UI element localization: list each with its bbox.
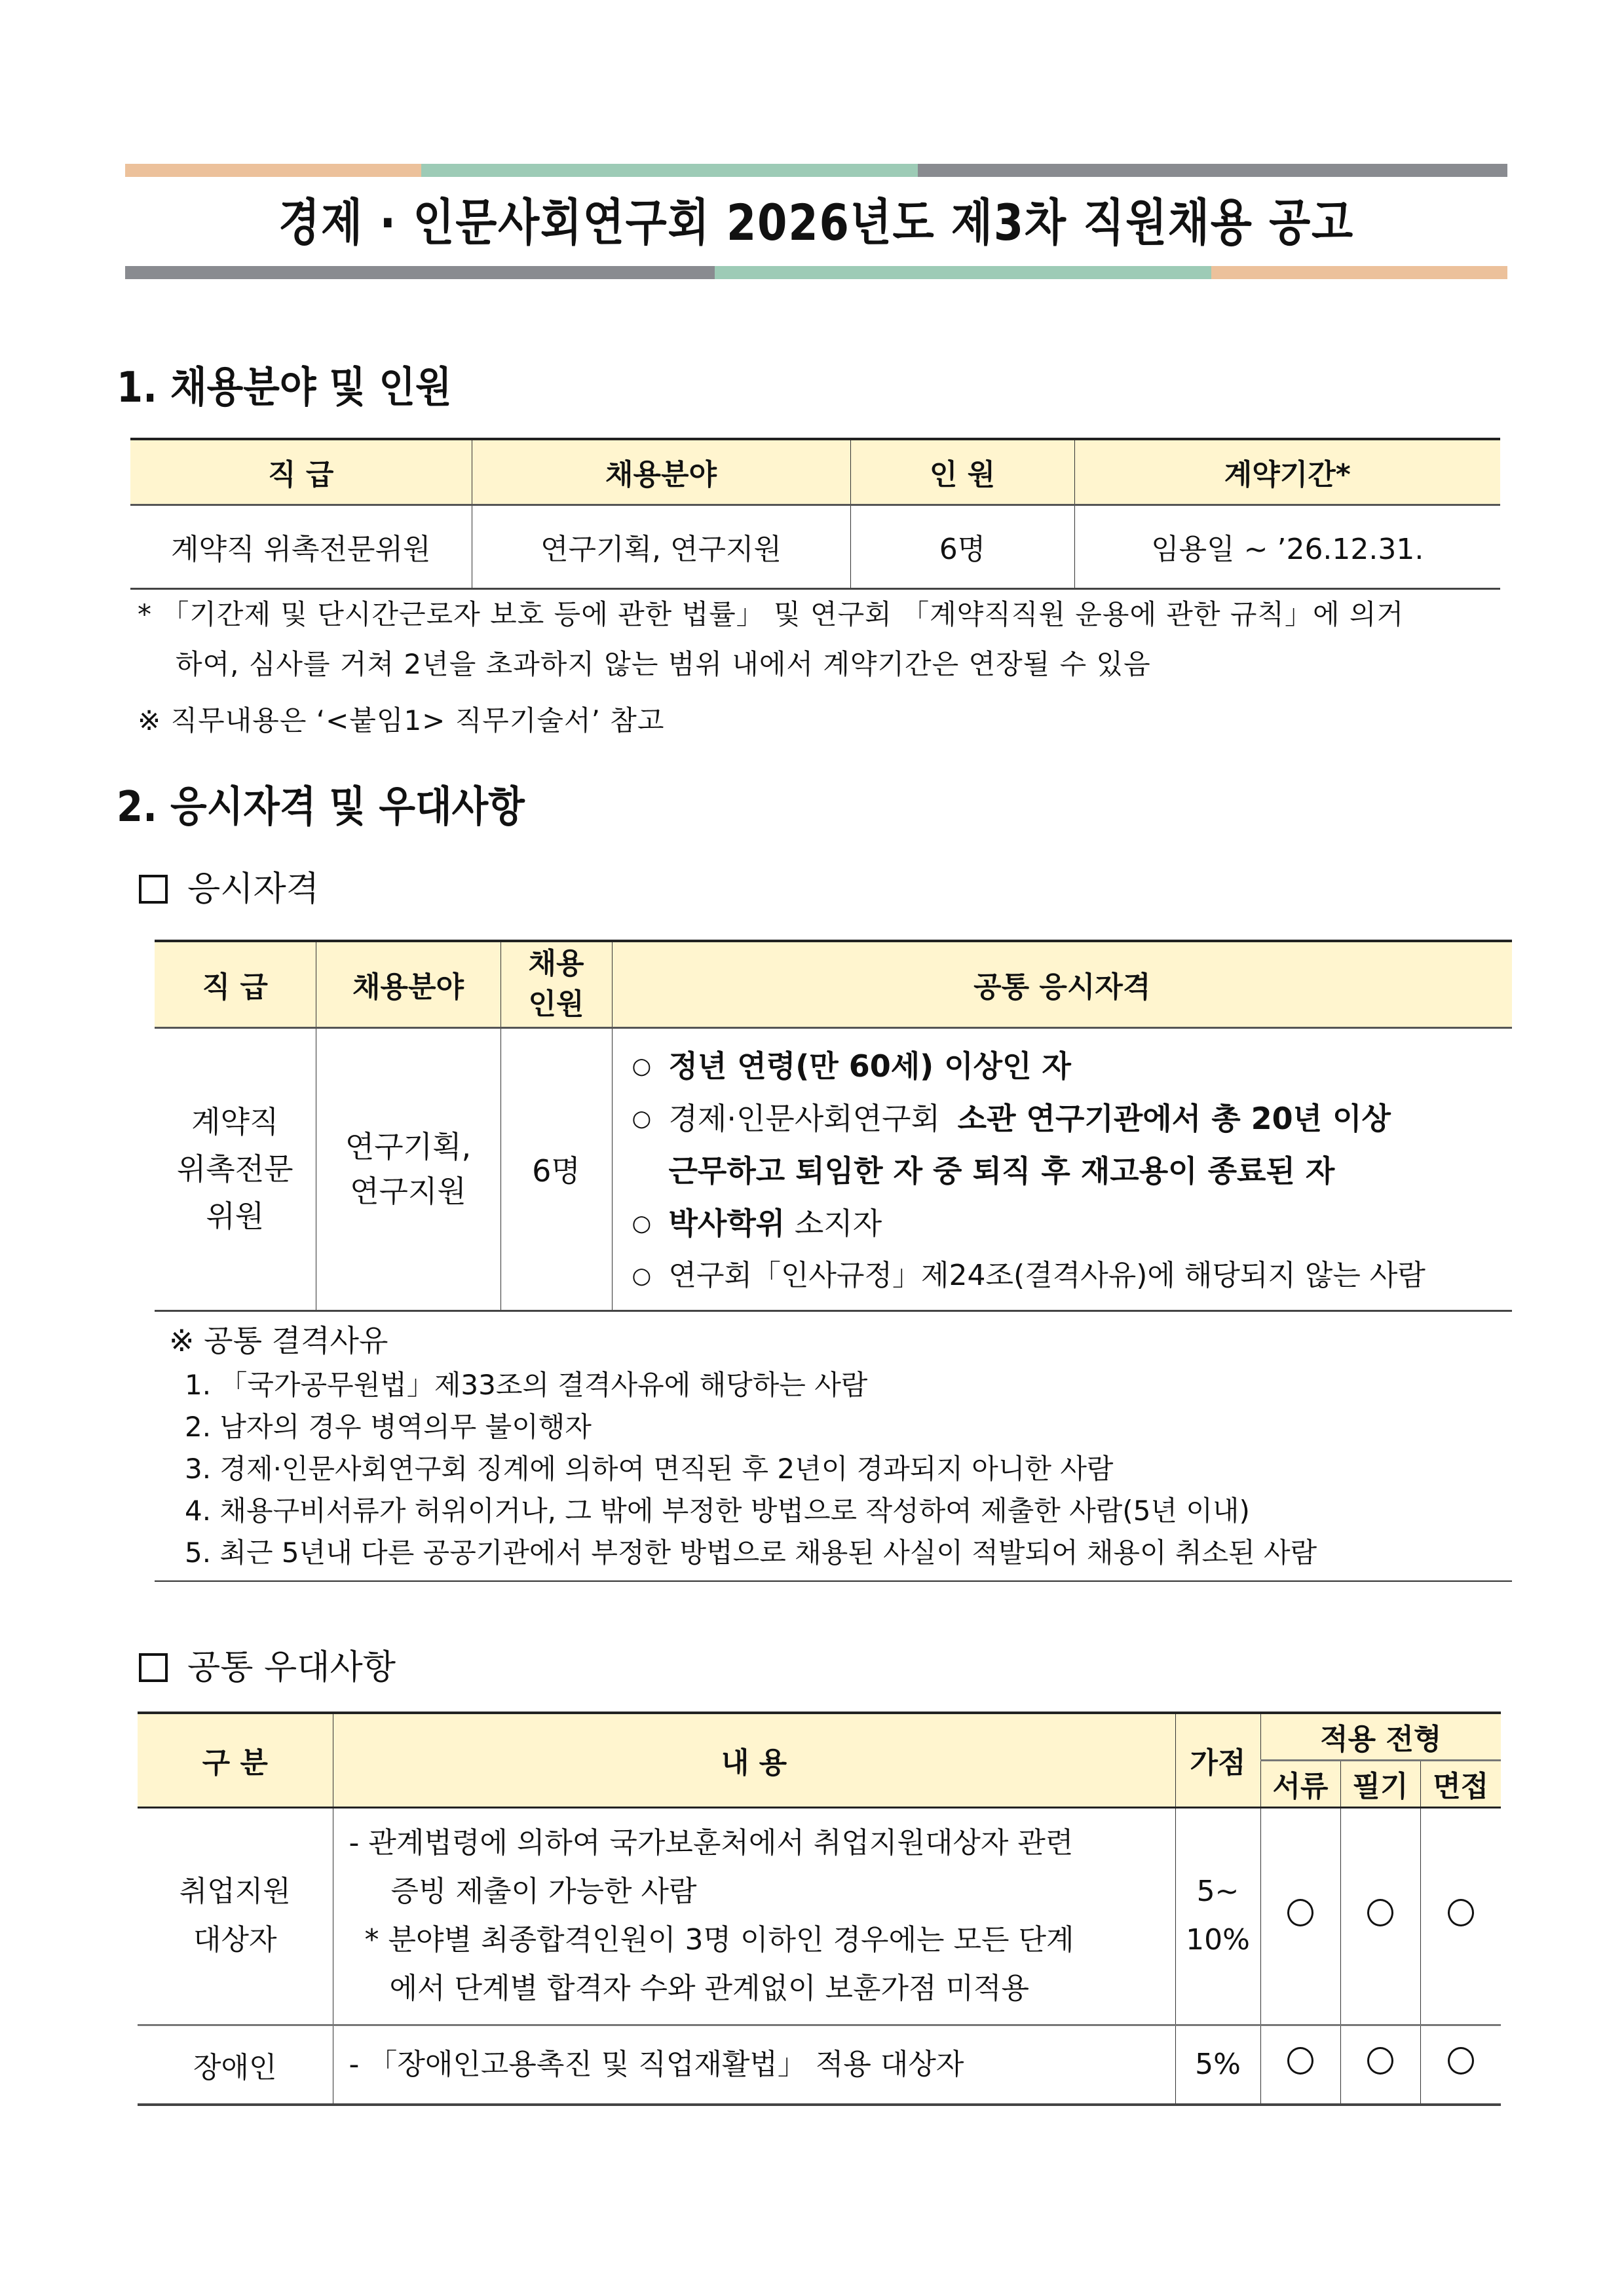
- circle-applies-icon: [1448, 1899, 1474, 1926]
- title-bar-top-gray: [918, 164, 1507, 177]
- title-bar-bottom-peach: [1211, 266, 1507, 279]
- cell-written-stage: [1340, 2025, 1420, 2105]
- col-header-contract-period: 계약기간*: [1074, 439, 1500, 505]
- qualification-text-bold: 박사학위: [668, 1206, 785, 1241]
- col-header-hire-count: [500, 941, 612, 1027]
- qualification-text-bold: 소관 연구기관에서 총 20년 이상: [957, 1101, 1391, 1136]
- col-header-common-qualification: 공통 응시자격: [612, 941, 1512, 1027]
- col-header-category: 구 분: [138, 1713, 333, 1807]
- cell-document-stage: [1260, 2025, 1340, 2105]
- disqualification-title: ※ 공통 결격사유: [169, 1323, 388, 1358]
- grade-line: 위촉전문: [176, 1151, 293, 1187]
- disqualification-item: 5. 최근 5년내 다른 공공기관에서 부정한 방법으로 채용된 사실이 적발되어 채용이 취소된 사람: [185, 1537, 1317, 1569]
- contract-footnote-line2: 하여, 심사를 거쳐 2년을 초과하지 않는 범위 내에서 계약기간은 연장될 수 있음: [176, 648, 1151, 680]
- cell-contract-period: 임용일 ~ ’26.12.31.: [1074, 505, 1500, 588]
- recruitment-table: [130, 438, 1500, 590]
- page-title: 경제 · 인문사회연구회 2026년도 제3차 직원채용 공고: [278, 193, 1354, 252]
- title-bar-bottom-green: [715, 266, 1211, 279]
- title-bar-top-peach: [125, 164, 421, 177]
- field-line: 연구지원: [350, 1174, 466, 1209]
- table-row: [155, 1027, 1512, 1311]
- cell-grade: [155, 1027, 316, 1311]
- qualification-item: [632, 1197, 1513, 1250]
- cell-content: [333, 1807, 1175, 2025]
- qualification-text: 경제·인문사회연구회: [668, 1101, 950, 1136]
- circle-applies-icon: [1287, 2047, 1313, 2075]
- cell-interview-stage: [1420, 2025, 1501, 2105]
- qualification-text-bold: 근무하고 퇴임한 자 중 퇴직 후 재고용이 종료된 자: [668, 1153, 1335, 1189]
- category-line: 취업지원: [179, 1875, 291, 1908]
- cell-qualification-list: [612, 1027, 1512, 1311]
- circle-applies-icon: [1287, 1899, 1313, 1926]
- contract-footnote-line1: * 「기간제 및 단시간근로자 보호 등에 관한 법률」 및 연구회 「계약직직원 운용에 관한 규칙」에 의거: [138, 598, 1405, 630]
- header-count-line1: 채용: [528, 947, 584, 981]
- cell-grade: 계약직 위촉전문위원: [130, 505, 472, 588]
- col-header-field: 채용분야: [316, 941, 500, 1027]
- cell-points: [1175, 1807, 1260, 2025]
- cell-category: [138, 1807, 333, 2025]
- table-row: [138, 2025, 1501, 2105]
- points-line: 5~: [1196, 1875, 1239, 1908]
- circle-bullet-icon: ○: [632, 1053, 652, 1079]
- cell-count: 6명: [850, 505, 1074, 588]
- content-line: 증빙 제출이 가능한 사람: [372, 1875, 697, 1908]
- job-description-reference: ※ 직무내용은 ‘<붙임1> 직무기술서’ 참고: [138, 704, 665, 737]
- qualification-text: 연구회「인사규정」제24조(결격사유)에 해당되지 않는 사람: [668, 1259, 1426, 1292]
- qualification-item: [632, 1250, 1513, 1302]
- preference-subheading: [139, 1645, 396, 1691]
- disqualification-item: 3. 경제·인문사회연구회 징계에 의하여 면직된 후 2년이 경과되지 아니한 사람: [185, 1453, 1114, 1485]
- cell-written-stage: [1340, 1807, 1420, 2025]
- qualification-text-bold: 정년 연령(만 60세) 이상인 자: [668, 1048, 1071, 1084]
- field-line: 연구기획,: [345, 1129, 472, 1164]
- bullet-spacer: [632, 1145, 669, 1197]
- table-row: [130, 505, 1500, 588]
- disqualification-item: 4. 채용구비서류가 허위이거나, 그 밖에 부정한 방법으로 작성하여 제출한 사람(5년 이내): [185, 1495, 1250, 1527]
- col-header-written-stage: 필기: [1340, 1760, 1420, 1807]
- qualification-subheading: [139, 866, 319, 912]
- content-line: - 관계법령에 의하여 국가보훈처에서 취업지원대상자 관련: [349, 1826, 1074, 1860]
- disqualification-item: 1. 「국가공무원법」제33조의 결격사유에 해당하는 사람: [185, 1369, 868, 1401]
- grade-line: 계약직: [191, 1104, 279, 1139]
- qualification-item-continued: [632, 1145, 1513, 1197]
- qualification-item: [632, 1040, 1513, 1092]
- qualification-item: [632, 1092, 1513, 1145]
- title-bar-bottom-gray: [125, 266, 715, 279]
- circle-applies-icon: [1448, 2047, 1474, 2075]
- checkbox-square-icon: [139, 1653, 168, 1682]
- col-header-content: 내 용: [333, 1713, 1175, 1807]
- cell-count: 6명: [500, 1027, 612, 1311]
- qualification-subheading-label: 응시자격: [187, 870, 319, 909]
- cell-content: - 「장애인고용촉진 및 직업재활법」 적용 대상자: [333, 2025, 1175, 2105]
- category-line: 대상자: [193, 1923, 277, 1957]
- checkbox-square-icon: [139, 875, 168, 904]
- col-header-count: 인 원: [850, 439, 1074, 505]
- title-bar-top-green: [421, 164, 918, 177]
- section-1-heading: 1. 채용분야 및 인원: [117, 364, 452, 412]
- col-header-field: 채용분야: [472, 439, 850, 505]
- disqualification-item: 2. 남자의 경우 병역의무 불이행자: [185, 1411, 592, 1443]
- cell-document-stage: [1260, 1807, 1340, 2025]
- col-header-grade: 직 급: [155, 941, 316, 1027]
- col-header-applied-stages: 적용 전형: [1260, 1713, 1501, 1760]
- content-line: 에서 단계별 합격자 수와 관계없이 보훈가점 미적용: [362, 1972, 1029, 2005]
- preference-table: [138, 1712, 1501, 2106]
- content-line: * 분야별 최종합격인원이 3명 이하인 경우에는 모든 단계: [355, 1923, 1074, 1957]
- circle-applies-icon: [1367, 2047, 1393, 2075]
- col-header-grade: 직 급: [130, 439, 472, 505]
- cell-field: 연구기획, 연구지원: [472, 505, 850, 588]
- disqualification-bottom-rule: [155, 1580, 1512, 1582]
- qualification-text: 소지자: [785, 1206, 882, 1241]
- col-header-document-stage: 서류: [1260, 1760, 1340, 1807]
- cell-field: [316, 1027, 500, 1311]
- grade-line: 위원: [206, 1198, 265, 1234]
- col-header-interview-stage: 면접: [1420, 1760, 1501, 1807]
- circle-applies-icon: [1367, 1899, 1393, 1926]
- circle-bullet-icon: ○: [632, 1263, 652, 1289]
- preference-subheading-label: 공통 우대사항: [187, 1648, 396, 1687]
- points-line: 10%: [1186, 1923, 1250, 1957]
- cell-interview-stage: [1420, 1807, 1501, 2025]
- col-header-points: 가점: [1175, 1713, 1260, 1807]
- section-2-heading: 2. 응시자격 및 우대사항: [117, 783, 525, 832]
- circle-bullet-icon: ○: [632, 1105, 652, 1132]
- cell-category: 장애인: [138, 2025, 333, 2105]
- qualification-table: [155, 940, 1512, 1312]
- circle-bullet-icon: ○: [632, 1210, 652, 1236]
- header-count-line2: 인원: [528, 987, 584, 1022]
- cell-points: 5%: [1175, 2025, 1260, 2105]
- table-row: [138, 1807, 1501, 2025]
